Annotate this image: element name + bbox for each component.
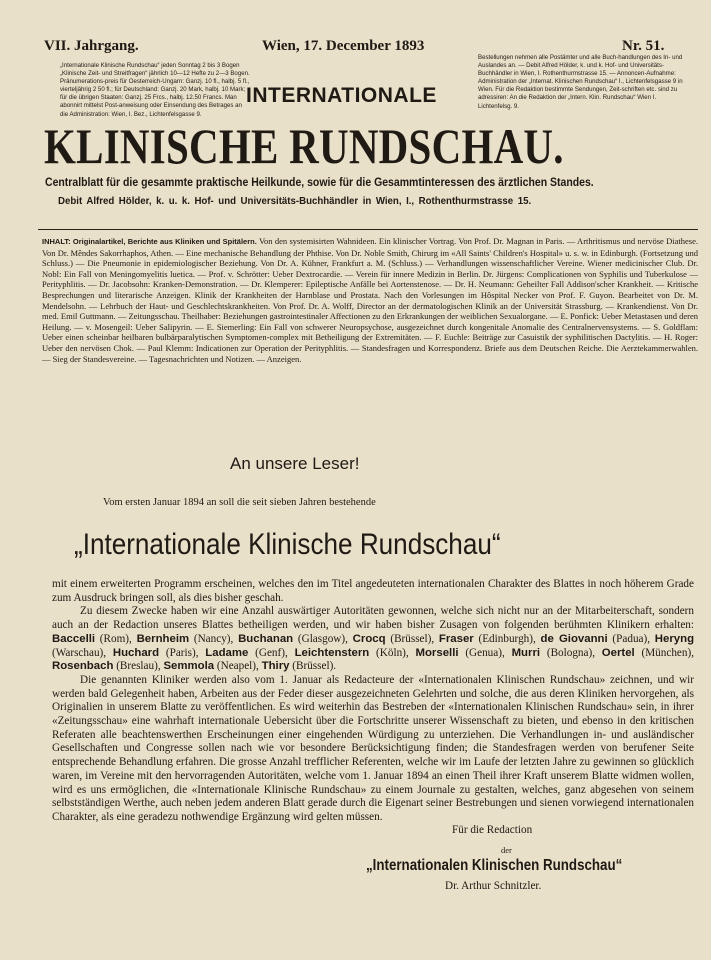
letter-intro: Vom ersten Januar 1894 an soll die seit sieben Jahren bestehende (103, 497, 376, 508)
clinician-name: Bernheim (136, 632, 190, 645)
clinician-name: Oertel (601, 646, 635, 659)
clinician-name: Fraser (438, 632, 474, 645)
clinician-city: (Bologna), (540, 646, 602, 659)
clinician-list (52, 633, 694, 672)
clinician-name: Thiry (261, 660, 290, 673)
clinician-name: Crocq (352, 632, 386, 645)
subscription-notice: „Internationale Klinische Rundschau“ jeden Sonntag 2 bis 3 Bogen „Klinische Zeit- und Streitfragen“ jährlich 10—12 Hefte zu 2—3 Bogen. Pränumerations-preis für Oesterreich-Ungarn: Ganzj. 10 fl., halbj. 5 fl., vierteljährig 2 50 fl.; für Deutschland: Ganzj. 20 Mark, halbj. 10 Mark; für die übrigen Staaten: Ganzj. 25 Frcs., halbj. 12.50 Francs. Man abonnirt mittelst Post-anweisung oder Einsendung des Betrages an die Administration: Wien, I. Bez., Lichtenfelsgasse 9. (60, 62, 250, 118)
contents-text: Von den systemisirten Wahnideen. Ein klinischer Vortrag. Von Prof. Dr. Magnan in Paris. — Arthritismus und nervöse Diathese. Von Dr. Mêndes Sakorrhaphos, Athen. — Eine mechanische Behandlung der Phthise. Von Dr. Noble Smith, Chirurg im «All Saints' Children's Hospital» u. s. w. in Edinburgh. (Fortsetzung und Schluss.) — Die Pneumonie in epidemiologischer Beziehung. Von Dr. A. Kühner, Frankfurt a. M. (Schluss.) — Verhandlungen wissenschaftlicher Vereine. Wiener medicinischer Club. Dr. Nobl: Ein Fall von Meningomyelitis luetica. — Prof. v. Schrötter: Ueber Dextrocardie. — Verein für innere Medizin in Berlin. Dr. Jürgens: Complicationen von Syphilis und Tuberkulose — Perityphlitis. — Dr. Jacobsohn: Kranken-Demonstration. — Dr. Klemperer: Epileptische Anfälle bei Aortenstenose. — Dr. H. Neumann: Geheilter Fall Addison'scher Krankheit. — Kritische Besprechungen und literarische Anzeigen. Klinik der Krankheiten der Harnblase und Prostata. Nach den Vorlesungen im Hôspital Necker von Prof. F. Guyon. Bearbeitet von Dr. M. Mendelsohn. — Lehrbuch der Haut- und Geschlechtskrankheiten. Von Prof. Dr. A. Wolff, Director an der dermatologischen Klinik an der Universität Strassburg. — Krankendienst. Von Dr. med. Emil Guttmann. — Zeitungsschau. Theilhaber: Beziehungen gastrointestinaler Affectionen zu den Erkrankungen der weiblichen Sexualorgane. — E. Ponfick: Ueber Metastasen und deren Heilung. — v. Mosengeil: Ueber Salipyrin. — E. Siemerling: Ein Fall von schwerer Neuropsychose, ausgezeichnet durch kongenitale Anomalie des Centralnervensystems. — S. Goldflam: Ueber einen scheinbar heilbaren bulbärparalytischen Symptomen-complex mit Betheiligung der Extremitäten. — F. Euchle: Beiträge zur Casuistik der syphilitischen Dactylitis. — H. Roger: Ueber den nervösen Chok. — Paul Klemm: Indicationen zur Operation der Perityphlitis. — Standesfragen und Korrespondenz. Briefe aus dem Deutschen Reiche. Die Aerztekammerwahlen. — Sieg der Standesvereine. — Tagesnachrichten und Notizen. — Anzeigen. (42, 236, 699, 364)
clinician-city: (Köln), (369, 646, 416, 659)
letter-paragraph-3: Die genannten Kliniker werden also vom 1. Januar als Redacteure der «Internationalen Klinischen Rundschau» zeichnen, und wir werden bald Gelegenheit haben, Arbeiten aus der Feder dieser ausgezeichneten Gelehrten und solche, die aus deren Kliniken hervorgehen, als Originalien in unserem Blatte zu veröffentlichen. Es wird weiterhin das Bestreben der «Internationalen Klinischen Rundschau» sein, in ihrer «Zeitungsschau» eine wahrhaft internationale Uebersicht über die Fortschritte unserer Wissenschaft zu bieten, und ebenso in den kritischen Referaten alle beachtenswerthen Erscheinungen einer eingehenden Würdigung zu unterziehen. Die Verhandlungen in- und ausländischer Gesellschaften und Congresse sollen nach wie vor besondere Berücksichtigung finden; die Standesfragen werden von berufener Seite entsprechende Behandlung erfahren. Die grosse Anzahl trefflicher Referenten, welche wir im Laufe der letzten Jahre zu gewinnen so glücklich waren, im Vereine mit den hervorragenden Autoritäten, welche vom 1. Januar 1894 an einen Theil ihrer Kraft unserem Blatte widmen wollen, wird es uns ermöglichen, die «Internationale Klinische Rundschau» zu einem Journale zu gestalten, welches, ganz abgesehen von seinem selbstständigen Werthe, auch neben jedem anderen Blatt gerade durch die Eigenart seiner Bestrebungen und sienen vorwiegend internationalen Charakter, als eine geradezu nothwendige Ergänzung wird gelten müssen. (52, 673, 694, 823)
clinician-name: Semmola (163, 660, 215, 673)
signature-der: der (501, 845, 512, 855)
clinician-city: (Rom), (95, 632, 137, 645)
header-rule (38, 229, 698, 230)
letter-greeting: An unsere Leser! (230, 454, 360, 473)
contents-lead: Originalartikel, Berichte aus Kliniken und Spitälern. (72, 237, 257, 246)
issue-number: Nr. 51. (622, 38, 665, 54)
letter-paragraph-2 (52, 605, 694, 674)
clinician-name: Baccelli (52, 632, 96, 645)
letter-title: „Internationale Klinische Rundschau“ (74, 528, 501, 561)
clinician-city: (Edinburgh), (473, 632, 541, 645)
signature-for: Für die Redaction (452, 824, 533, 836)
publisher-line: Debit Alfred Hölder, k. u. k. Hof- und Universitäts-Buchhändler in Wien, I., Rothenthurmstrasse 15. (58, 196, 532, 207)
clinician-city: (Warschau), (52, 646, 113, 659)
clinician-name: Rosenbach (52, 660, 114, 673)
table-of-contents (42, 236, 698, 364)
clinician-name: Huchard (112, 646, 160, 659)
clinician-name: Leichtenstern (294, 646, 370, 659)
clinician-name: Buchanan (238, 632, 294, 645)
clinician-city: (Glasgow), (293, 632, 353, 645)
ordering-notice: Bestellungen nehmen alle Postämter und alle Buch-handlungen des In- und Auslandes an. — Debit Alfred Hölder, k. und k. Hof- und Universitäts-Buchhändler in Wien, I. Rothenthurmstrasse 15. — Annoncen-Aufnahme: Administration der „Internat. Klinischen Rundschau“ I., Lichtenfelsgasse 9 in Wien. Für die Redaktion bestimmte Sendungen, Zeit-schriften etc. sind zu adressiren: An die Redaktion der „Intern. Klin. Rundschau“ Wien I. Lichtenfelsg. 9. (478, 54, 683, 110)
clinician-city: (Genua), (458, 646, 512, 659)
clinician-city: (Neapel), (214, 660, 262, 673)
contents-label: INHALT: (42, 237, 71, 246)
clinician-city: (Genf), (248, 646, 295, 659)
clinician-city: (Breslau), (113, 660, 164, 673)
clinician-city: (München), (634, 646, 695, 659)
signature-name: Dr. Arthur Schnitzler. (445, 880, 542, 892)
letter-body (52, 578, 694, 825)
signature-paper: „Internationalen Klinischen Rundschau“ (366, 857, 623, 874)
clinician-city: (Nancy), (189, 632, 239, 645)
masthead-subtitle: INTERNATIONALE (246, 84, 437, 107)
clinician-name: Murri (511, 646, 541, 659)
volume-label: VII. Jahrgang. (44, 38, 139, 54)
clinician-name: Ladame (205, 646, 249, 659)
clinician-city: (Paris), (159, 646, 206, 659)
letter-paragraph-2-intro: Zu diesem Zwecke haben wir eine Anzahl auswärtiger Autoritäten gewonnen, welche sich nicht nur an der Mitarbeiterschaft, sondern auch an der Redaction unseres Blattes betheiligen werden, und wir haben bisher Zusagen von folgenden berühmten Klinikern erhalten: (52, 605, 694, 632)
clinician-name: Heryng (654, 632, 695, 645)
masthead-title: KLINISCHE RUNDSCHAU. (44, 118, 564, 174)
clinician-name: de Giovanni (540, 632, 608, 645)
clinician-city: (Brüssel). (289, 660, 337, 673)
masthead-tagline: Centralblatt für die gesammte praktische Heilkunde, sowie für die Gesammtinteressen des ärztlichen Standes. (45, 175, 594, 189)
clinician-name: Morselli (415, 646, 459, 659)
issue-date: Wien, 17. December 1893 (262, 38, 425, 54)
clinician-city: (Brüssel), (385, 632, 439, 645)
clinician-city: (Padua), (607, 632, 655, 645)
letter-paragraph-1: mit einem erweiterten Programm erscheinen, welches den im Titel angedeuteten internationalen Charakter des Blattes in noch höherem Grade zum Ausdruck bringen soll, als dies bisher geschah. (52, 578, 694, 604)
